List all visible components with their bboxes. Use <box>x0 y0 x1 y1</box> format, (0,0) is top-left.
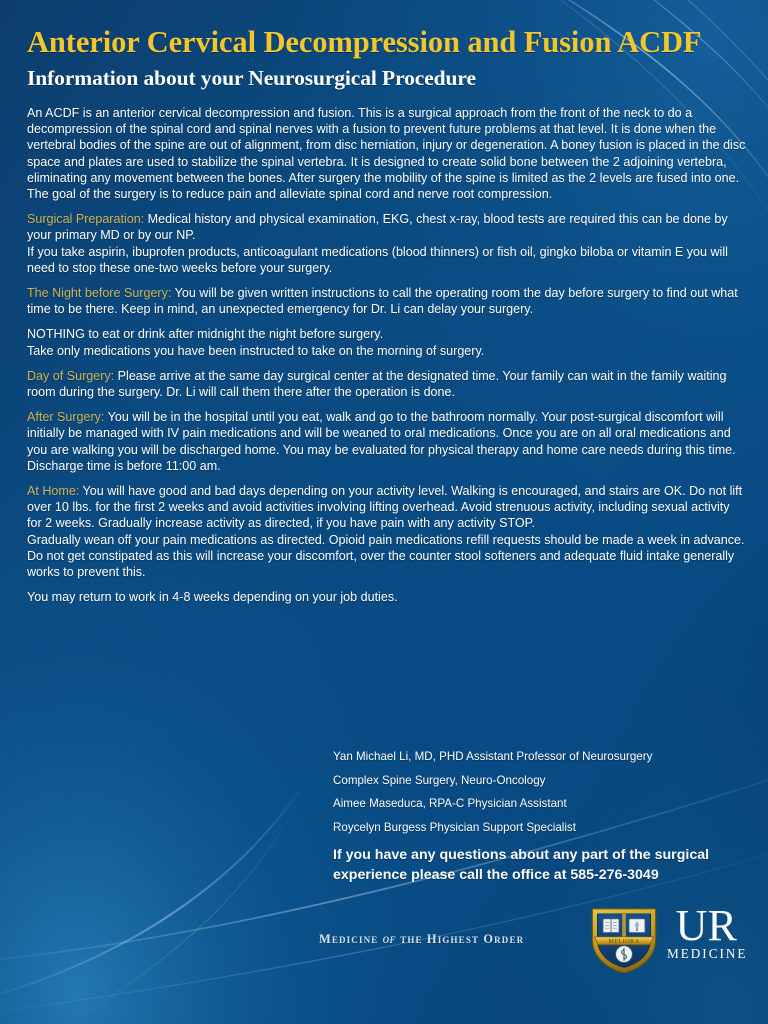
section-heading: Day of Surgery: <box>27 368 115 383</box>
section-heading: Surgical Preparation: <box>27 212 145 227</box>
page-title: Anterior Cervical Decompression and Fusion ACDF <box>27 25 702 59</box>
section-text: Gradually wean off your pain medications as directed. Opioid pain medications refill requests should be made a week in advance. Do not get constipated as this will increase your discomfort, over the counter stool softeners and adequate fluid intake generally works to prevent this. <box>27 532 745 580</box>
body-paragraph <box>27 244 746 276</box>
body-paragraph <box>27 211 746 243</box>
section-text: Medical history and physical examination, EKG, chest x-ray, blood tests are required this can be done by your primary MD or by our NP. <box>27 212 728 243</box>
shield-motto-text: MELIORA <box>608 937 640 945</box>
staff-member-line: Complex Spine Surgery, Neuro-Oncology <box>333 773 546 787</box>
logo-medicine-text: MEDICINE <box>667 946 748 961</box>
tagline-pre: Medicine <box>319 932 379 946</box>
section-heading: The Night before Surgery: <box>27 286 172 301</box>
page-subtitle: Information about your Neurosurgical Procedure <box>27 66 476 90</box>
body-paragraph <box>27 589 746 605</box>
section-text: An ACDF is an anterior cervical decompression and fusion. This is a surgical approach from the front of the neck to do a decompression of the spinal cord and spinal nerves with a fusion to prevent future problems at that level. It is done when the vertebral bodies of the spine are out of alignment, from disc herniation, injury or degeneration. A boney fusion is placed in the disc space and plates are used to stabilize the spinal vertebra. It is designed to create solid bone between the 2 adjoining vertebra, eliminating any movement between the bones. After surgery the mobility of the spine is limited as the 2 levels are fused into one. The goal of the surgery is to reduce pain and alleviate spinal cord and nerve root compression. <box>27 106 746 202</box>
section-heading: After Surgery: <box>27 410 105 425</box>
body-paragraph <box>27 326 746 342</box>
section-text: Take only medications you have been instructed to take on the morning of surgery. <box>27 343 485 358</box>
body-paragraph <box>27 483 746 532</box>
section-text: Please arrive at the same day surgical center at the designated time. Your family can wait in the family waiting room during the surgery. Dr. Li will call them there after the operation is done. <box>27 368 727 400</box>
staff-member-line: Yan Michael Li, MD, PHD Assistant Professor of Neurosurgery <box>333 750 653 763</box>
body-paragraph <box>27 409 746 474</box>
logo-ur-text: UR <box>675 901 737 950</box>
section-text: You will have good and bad days depending on your activity level. Walking is encouraged, and stairs are OK. Do not lift over 10 lbs. for the first 2 weeks and avoid activities involving lifting overhead. Avoid strenuous activity, including sexual activity for 2 weeks. Gradually increase activity as directed, if you have pain with any activity STOP. <box>27 484 743 531</box>
office-call-to-action: If you have any questions about any part of the surgical experience please call the office at 585-276-3049 <box>333 847 710 883</box>
body-paragraph <box>27 532 746 581</box>
body-paragraph <box>27 105 746 202</box>
document-body <box>27 105 746 605</box>
section-text: You will be given written instructions to call the operating room the day before surgery to find out what time to be there. Keep in mind, an unexpected emergency for Dr. Li can delay your surgery. <box>27 286 738 317</box>
section-text: You may return to work in 4-8 weeks depending on your job duties. <box>27 590 398 605</box>
section-heading: At Home: <box>27 484 80 499</box>
tagline-of: of <box>382 932 396 946</box>
section-text: NOTHING to eat or drink after midnight the night before surgery. <box>27 327 384 342</box>
body-paragraph <box>27 343 746 359</box>
staff-member-line: Aimee Maseduca, RPA-C Physician Assistant <box>333 797 567 810</box>
staff-member-line: Roycelyn Burgess Physician Support Specialist <box>333 820 576 834</box>
section-text: If you take aspirin, ibuprofen products, anticoagulant medications (blood thinners) or fish oil, gingko biloba or vitamin E you will need to stop these one-two weeks before your surgery. <box>27 244 728 275</box>
section-text: You will be in the hospital until you eat, walk and go to the bathroom normally. Your post-surgical discomfort will initially be managed with IV pain medications and will be weaned to oral medications. Once you are on all oral medications and you are walking you will be discharged home. You may be evaluated for physical therapy and home care needs during this time. Discharge time is before 11:00 am. <box>27 410 736 473</box>
body-paragraph <box>27 368 746 400</box>
tagline-post: the Highest Order <box>400 932 525 946</box>
body-paragraph <box>27 285 746 317</box>
